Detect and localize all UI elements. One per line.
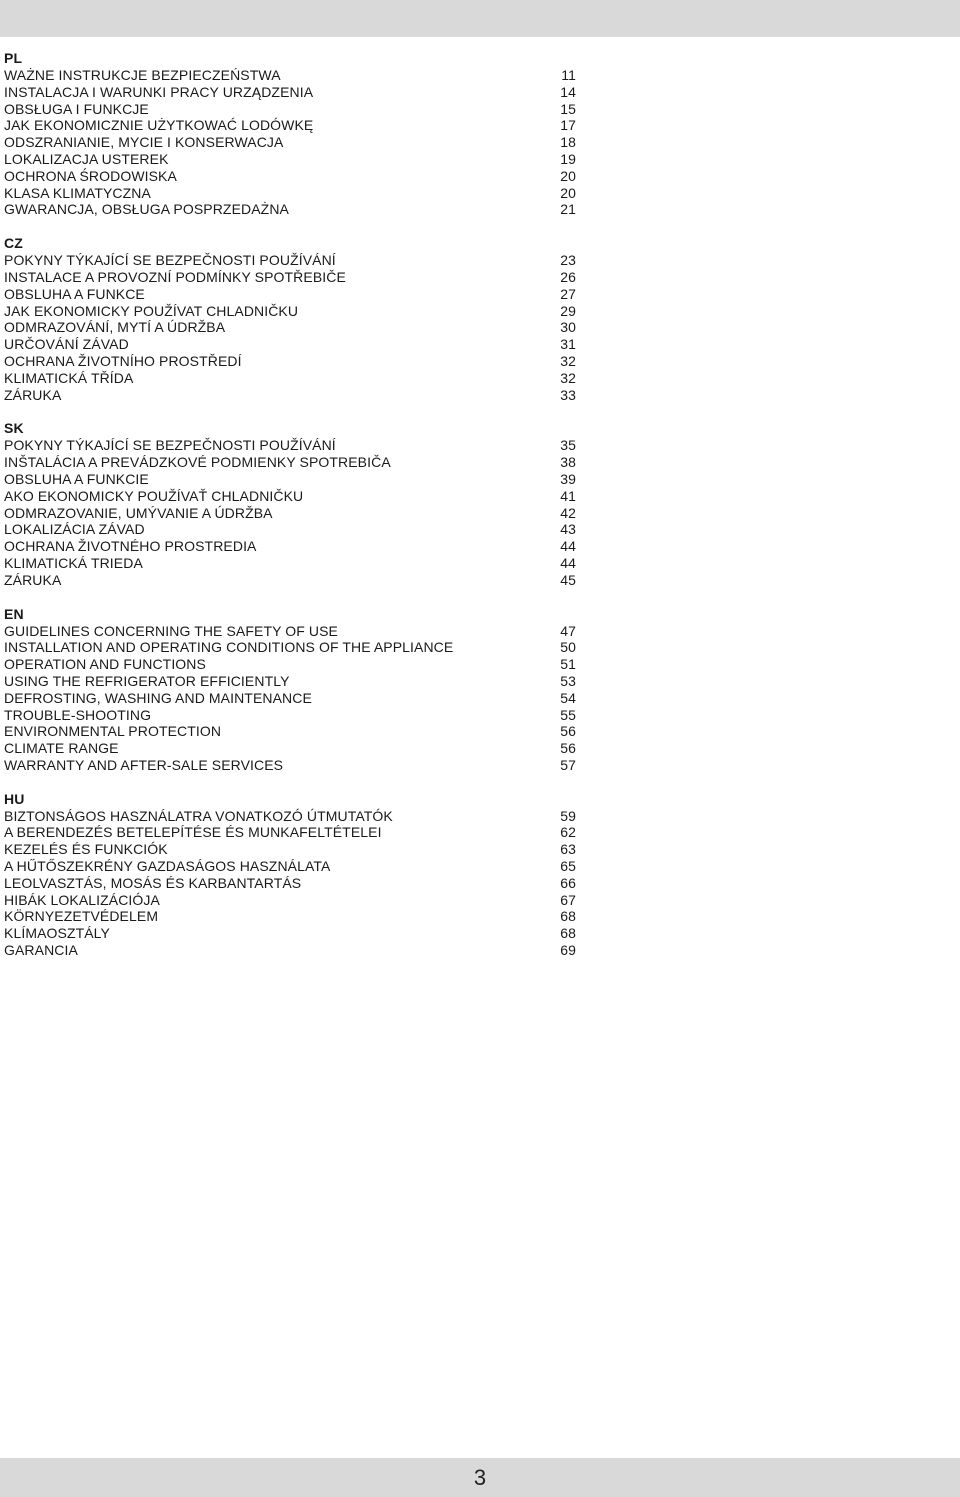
toc-entry-label: ZÁRUKA <box>4 386 62 403</box>
toc-entry-label: USING THE REFRIGERATOR EFFICIENTLY <box>4 672 290 689</box>
toc-entry-page: 57 <box>560 756 576 773</box>
toc-entry-page: 56 <box>560 740 576 757</box>
toc-entry-label: INŠTALÁCIA A PREVÁDZKOVÉ PODMIENKY SPOTREBIČA <box>4 454 391 471</box>
toc-section-en <box>4 606 576 774</box>
toc-entry <box>4 252 576 269</box>
toc-entry-label: OCHRONA ŚRODOWISKA <box>4 167 177 184</box>
toc-entry <box>4 454 576 471</box>
toc-entry <box>4 286 576 303</box>
toc-entry <box>4 925 576 942</box>
toc-entry-page: 62 <box>560 824 576 841</box>
toc-entry-label: POKYNY TÝKAJÍCÍ SE BEZPEČNOSTI POUŽÍVÁNÍ <box>4 437 336 454</box>
toc-entry-label: KLÍMAOSZTÁLY <box>4 925 110 942</box>
toc-entry-page: 15 <box>560 100 576 117</box>
toc-entry-label: LOKALIZÁCIA ZÁVAD <box>4 521 145 538</box>
toc-entry <box>4 336 576 353</box>
toc-entry-label: OBSLUHA A FUNKCE <box>4 285 145 302</box>
toc-entry-label: INSTALACJA I WARUNKI PRACY URZĄDZENIA <box>4 83 314 100</box>
toc-entry <box>4 656 576 673</box>
toc-entry-page: 51 <box>560 656 576 673</box>
toc-entry-page: 20 <box>560 184 576 201</box>
toc-entry-label: WARRANTY AND AFTER-SALE SERVICES <box>4 756 284 773</box>
toc-entry-label: GUIDELINES CONCERNING THE SAFETY OF USE <box>4 622 338 639</box>
toc-entry-label: POKYNY TÝKAJÍCÍ SE BEZPEČNOSTI POUŽÍVÁNÍ <box>4 252 336 269</box>
toc-entry <box>4 521 576 538</box>
toc-entry <box>4 471 576 488</box>
toc-entry-page: 18 <box>560 134 576 151</box>
toc-entry-page: 47 <box>560 622 576 639</box>
toc-entry-page: 68 <box>560 925 576 942</box>
toc-entry <box>4 319 576 336</box>
footer-bar <box>0 1458 960 1497</box>
toc-entry <box>4 101 576 118</box>
toc-entry-page: 19 <box>560 150 576 167</box>
toc-entry-label: KLIMATICKÁ TRIEDA <box>4 554 143 571</box>
toc-entry-label: GARANCIA <box>4 942 78 959</box>
toc-entry-page: 43 <box>560 521 576 538</box>
toc-entry-page: 66 <box>560 874 576 891</box>
toc-entry-page: 30 <box>560 319 576 336</box>
header-bar <box>0 0 960 37</box>
toc-entry-label: TROUBLE-SHOOTING <box>4 706 152 723</box>
toc-entry-page: 17 <box>560 117 576 134</box>
toc-entry-label: ODMRAZOVÁNÍ, MYTÍ A ÚDRŽBA <box>4 319 226 336</box>
toc-entry <box>4 67 576 84</box>
toc-entry-page: 63 <box>560 841 576 858</box>
toc-entry <box>4 740 576 757</box>
toc-entry-page: 35 <box>560 437 576 454</box>
toc-entry <box>4 841 576 858</box>
toc-section-pl <box>4 50 576 218</box>
toc-entry <box>4 875 576 892</box>
toc-entry-label: OCHRANA ŽIVOTNÍHO PROSTŘEDÍ <box>4 352 242 369</box>
toc-entry-label: OCHRANA ŽIVOTNÉHO PROSTREDIA <box>4 538 257 555</box>
toc-entry-label: KEZELÉS ÉS FUNKCIÓK <box>4 841 168 858</box>
toc-entry-label: KLIMATICKÁ TŘÍDA <box>4 369 134 386</box>
toc-entry-label: JAK EKONOMICKY POUŽÍVAT CHLADNIČKU <box>4 302 299 319</box>
toc-entry-page: 68 <box>560 908 576 925</box>
toc-entry-page: 42 <box>560 504 576 521</box>
toc-entry-page: 21 <box>560 201 576 218</box>
toc-entry-page: 32 <box>560 352 576 369</box>
toc-entry-label: KÖRNYEZETVÉDELEM <box>4 908 159 925</box>
toc-entry-label: A BERENDEZÉS BETELEPÍTÉSE ÉS MUNKAFELTÉTELEI <box>4 824 382 841</box>
toc-entry <box>4 639 576 656</box>
toc-entry <box>4 168 576 185</box>
toc-entry <box>4 353 576 370</box>
toc-entry-page: 27 <box>560 285 576 302</box>
toc-entry <box>4 201 576 218</box>
toc-entry-page: 59 <box>560 807 576 824</box>
toc-entry <box>4 370 576 387</box>
toc-entry <box>4 673 576 690</box>
toc-entry <box>4 84 576 101</box>
toc-entry-label: CLIMATE RANGE <box>4 740 119 757</box>
toc-entry-label: LOKALIZACJA USTEREK <box>4 150 169 167</box>
toc-entry-page: 45 <box>560 571 576 588</box>
toc-entry <box>4 908 576 925</box>
toc-entry-page: 20 <box>560 167 576 184</box>
toc-entry-label: OBSLUHA A FUNKCIE <box>4 470 149 487</box>
toc-entry <box>4 892 576 909</box>
toc-entry <box>4 134 576 151</box>
toc-entry-label: A HŰTŐSZEKRÉNY GAZDASÁGOS HASZNÁLATA <box>4 858 331 875</box>
toc-entry <box>4 723 576 740</box>
section-title: PL <box>4 50 23 66</box>
toc-entry-label: WAŻNE INSTRUKCJE BEZPIECZEŃSTWA <box>4 67 281 83</box>
toc-entry <box>4 555 576 572</box>
toc-section-sk <box>4 420 576 588</box>
toc-entry <box>4 824 576 841</box>
toc-entry-page: 32 <box>560 369 576 386</box>
toc-entry-page: 65 <box>560 858 576 875</box>
toc-entry <box>4 757 576 774</box>
toc-entry <box>4 808 576 825</box>
toc-entry <box>4 942 576 959</box>
toc-entry-page: 54 <box>560 689 576 706</box>
toc-entry <box>4 858 576 875</box>
toc-entry-label: INSTALACE A PROVOZNÍ PODMÍNKY SPOTŘEBIČE <box>4 268 346 285</box>
toc-entry-label: AKO EKONOMICKY POUŽÍVAŤ CHLADNIČKU <box>4 487 304 504</box>
toc-entry <box>4 707 576 724</box>
toc-entry-page: 39 <box>560 470 576 487</box>
toc-entry-label: DEFROSTING, WASHING AND MAINTENANCE <box>4 689 312 706</box>
toc-entry-page: 44 <box>560 538 576 555</box>
toc-entry <box>4 185 576 202</box>
section-title: CZ <box>4 235 24 252</box>
toc-entry <box>4 303 576 320</box>
toc-entry-page: 41 <box>560 487 576 504</box>
toc-section-cz <box>4 235 576 403</box>
toc-entry-page: 69 <box>560 942 576 959</box>
toc-entry-label: ODMRAZOVANIE, UMÝVANIE A ÚDRŽBA <box>4 504 273 521</box>
toc-entry <box>4 538 576 555</box>
toc-entry <box>4 623 576 640</box>
toc-entry <box>4 505 576 522</box>
toc-entry-label: LEOLVASZTÁS, MOSÁS ÉS KARBANTARTÁS <box>4 874 302 891</box>
toc-entry <box>4 117 576 134</box>
toc-entry-label: ZÁRUKA <box>4 571 62 588</box>
toc-entry <box>4 437 576 454</box>
toc-entry-label: KLASA KLIMATYCZNA <box>4 184 151 201</box>
toc-entry-page: 67 <box>560 891 576 908</box>
section-title: HU <box>4 790 25 807</box>
toc-entry <box>4 269 576 286</box>
section-title: EN <box>4 605 24 622</box>
toc-entry-label: OPERATION AND FUNCTIONS <box>4 656 206 673</box>
toc-entry-page: 55 <box>560 706 576 723</box>
toc-entry-page: 29 <box>560 302 576 319</box>
toc-entry-page: 14 <box>560 83 576 100</box>
toc-entry-page: 31 <box>560 336 576 353</box>
toc-entry-label: OBSŁUGA I FUNKCJE <box>4 100 149 117</box>
toc-entry-page: 44 <box>560 554 576 571</box>
toc-entry-label: BIZTONSÁGOS HASZNÁLATRA VONATKOZÓ ÚTMUTATÓK <box>4 807 393 824</box>
toc-entry-page: 11 <box>561 67 576 83</box>
toc-entry <box>4 690 576 707</box>
toc-entry-label: ODSZRANIANIE, MYCIE I KONSERWACJA <box>4 134 284 151</box>
toc-entry-page: 38 <box>560 454 576 471</box>
page-number: 3 <box>473 1464 487 1490</box>
toc-entry-page: 33 <box>560 386 576 403</box>
toc-entry-label: INSTALLATION AND OPERATING CONDITIONS OF THE APPLIANCE <box>4 639 454 656</box>
toc-section-hu <box>4 791 576 959</box>
section-title: SK <box>4 420 24 437</box>
toc-entry-label: URČOVÁNÍ ZÁVAD <box>4 336 129 353</box>
toc-entry <box>4 488 576 505</box>
toc-entry-page: 26 <box>560 268 576 285</box>
toc-entry-label: ENVIRONMENTAL PROTECTION <box>4 723 222 740</box>
table-of-contents <box>4 50 576 976</box>
toc-entry-page: 56 <box>560 723 576 740</box>
toc-entry-label: HIBÁK LOKALIZÁCIÓJA <box>4 891 160 908</box>
toc-entry <box>4 572 576 589</box>
toc-entry-label: GWARANCJA, OBSŁUGA POSPRZEDAŻNA <box>4 201 289 218</box>
toc-entry <box>4 151 576 168</box>
toc-entry <box>4 387 576 404</box>
toc-entry-label: JAK EKONOMICZNIE UŻYTKOWAĆ LODÓWKĘ <box>4 117 314 134</box>
toc-entry-page: 23 <box>560 252 576 269</box>
toc-entry-page: 50 <box>560 639 576 656</box>
toc-entry-page: 53 <box>560 672 576 689</box>
